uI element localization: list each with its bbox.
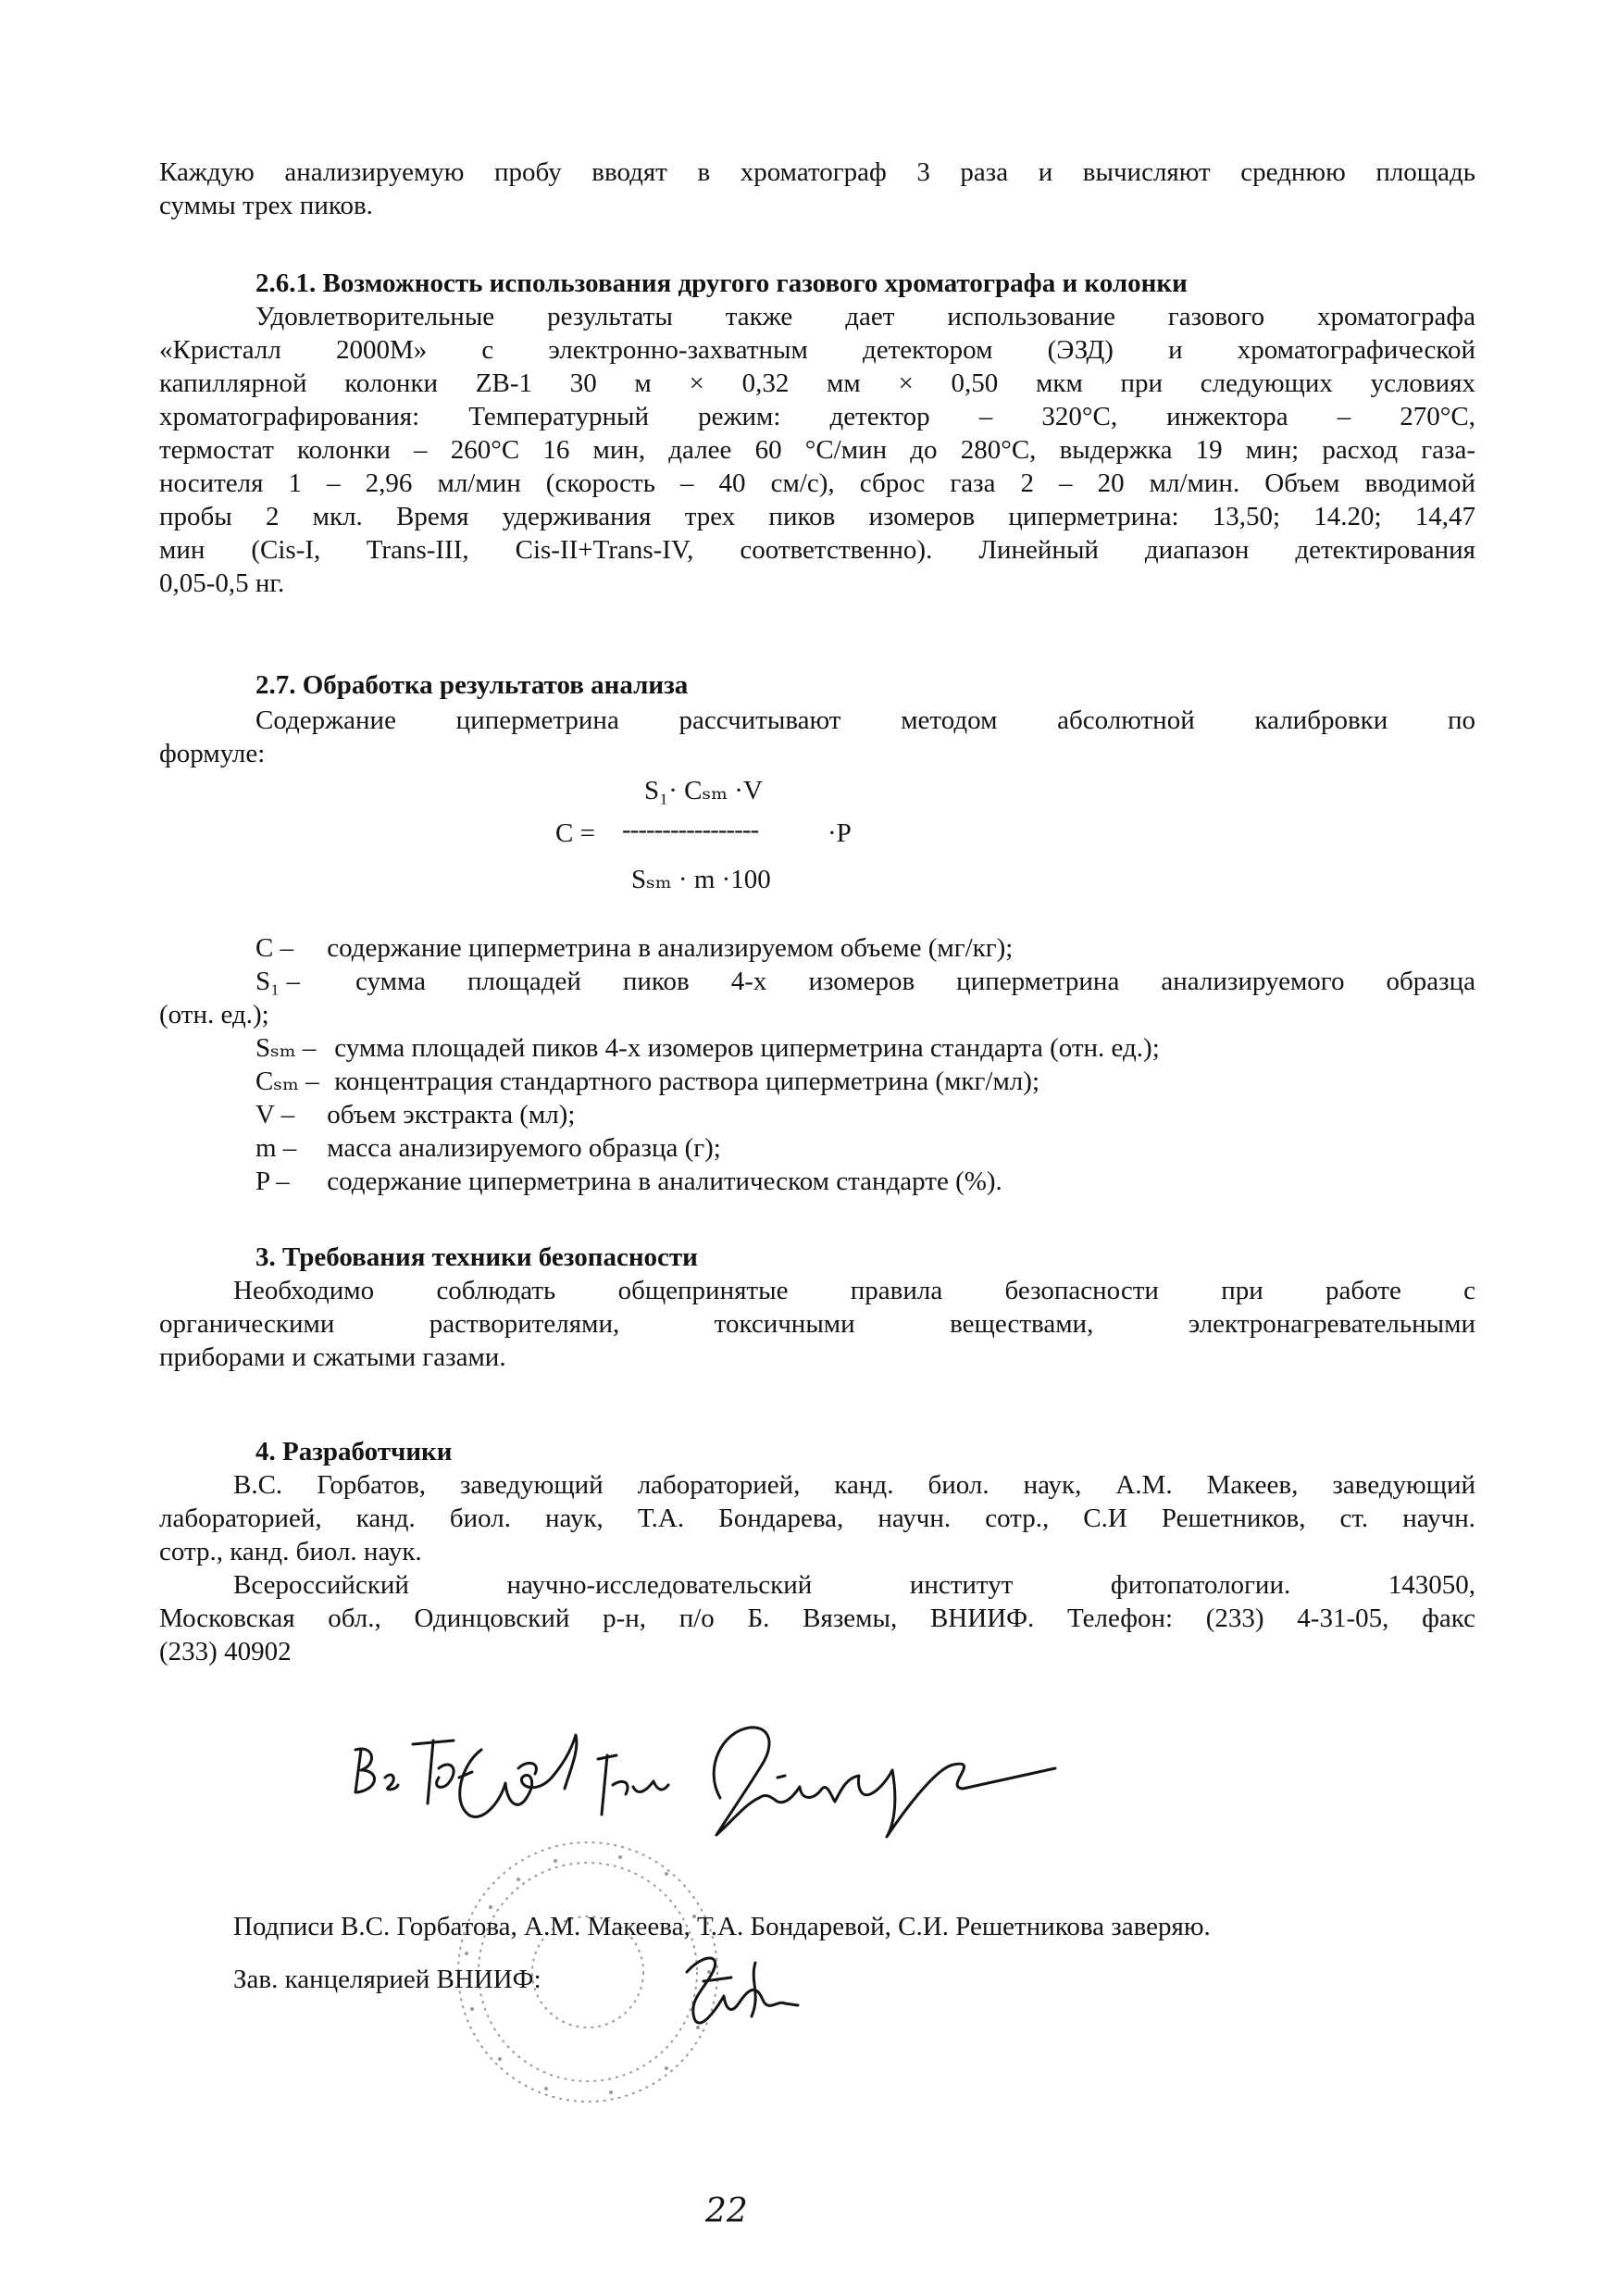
- definition-symbol: Cₛₘ –: [255, 1067, 319, 1096]
- definition-text: объем экстракта (мл);: [327, 1100, 576, 1129]
- paragraph-line: носителя 1 – 2,96 мл/мин (скорость – 40 см/с), сброс газа 2 – 20 мл/мин. Объем вводимой: [159, 468, 1475, 498]
- section-2-7-paragraph: [159, 704, 1475, 770]
- section-3-heading: 3. Требования техники безопасности: [255, 1242, 698, 1272]
- paragraph-line: Необходимо соблюдать общепринятые правила безопасности при работе с: [233, 1276, 1475, 1305]
- section-4-heading: 4. Разработчики: [255, 1437, 453, 1466]
- definition-text: содержание циперметрина в аналитическом стандарте (%).: [327, 1167, 1002, 1196]
- section-2-6-1-paragraph: [159, 300, 1475, 600]
- calibration-formula: [555, 774, 926, 913]
- handwritten-signatures: [342, 1713, 1296, 1842]
- office-head-label: Зав. канцелярией ВНИИФ:: [233, 1965, 541, 1994]
- paragraph-line: лабораторией, канд. биол. наук, Т.А. Бондарева, научн. сотр., С.И Решетников, ст. научн.: [159, 1504, 1475, 1533]
- section-2-6-1-heading: 2.6.1. Возможность использования другого газового хроматографа и колонки: [255, 268, 1188, 298]
- paragraph-line: сотр., канд. биол. наук.: [159, 1537, 422, 1566]
- intro-line-1: Каждую анализируемую пробу вводят в хроматограф 3 раза и вычисляют среднюю площадь: [159, 157, 1475, 187]
- formula-denominator: Sₛₘ · m ·100: [631, 865, 771, 894]
- section-3-paragraph: [159, 1274, 1475, 1374]
- intro-paragraph: [159, 156, 1475, 222]
- definition-text: концентрация стандартного раствора циперметрина (мкг/мл);: [334, 1067, 1039, 1096]
- paragraph-line: Всероссийский научно-исследовательский институт фитопатологии. 143050,: [233, 1570, 1475, 1600]
- paragraph-line: (233) 40902: [159, 1637, 292, 1666]
- paragraph-line: Содержание циперметрина рассчитывают методом абсолютной калибровки по: [255, 705, 1475, 735]
- definition-symbol: P –: [255, 1167, 290, 1196]
- signature-reshetnikov: [714, 1728, 1055, 1837]
- definition-ccm: [255, 1065, 1039, 1098]
- paragraph-line: «Кристалл 2000М» с электронно-захватным детектором (ЭЗД) и хроматографической: [159, 335, 1475, 365]
- definition-symbol: S₁ –: [255, 967, 300, 996]
- paragraph-line: Удовлетворительные результаты также дает использование газового хроматографа: [255, 302, 1475, 331]
- paragraph-line: пробы 2 мкл. Время удерживания трех пиков изомеров циперметрина: 13,50; 14.20; 14,47: [159, 502, 1475, 531]
- definition-m: [255, 1131, 721, 1165]
- definition-c: [255, 931, 1013, 965]
- definition-v: [255, 1098, 575, 1131]
- formula-fraction-bar: -----------------: [622, 815, 759, 844]
- paragraph-line: мин (Cis-I, Trans-III, Cis-II+Trans-IV, соответственно). Линейный диапазон детектирования: [159, 535, 1475, 565]
- section-4-developers: [159, 1468, 1475, 1668]
- definition-scm: [255, 1031, 1160, 1065]
- paragraph-line: приборами и сжатыми газами.: [159, 1342, 506, 1372]
- paragraph-line: формуле:: [159, 739, 266, 768]
- paragraph-line: Московская обл., Одинцовский р-н, п/о Б. Вяземы, ВНИИФ. Телефон: (233) 4-31-05, факс: [159, 1603, 1475, 1633]
- definition-symbol: С –: [255, 933, 294, 963]
- formula-lhs: C =: [555, 818, 595, 848]
- definition-symbol: Sₛₘ –: [255, 1033, 317, 1063]
- paragraph-line: термостат колонки – 260°С 16 мин, далее 60 °С/мин до 280°С, выдержка 19 мин; расход газа-: [159, 435, 1475, 465]
- certification-line: Подписи В.С. Горбатова, А.М. Макеева, Т.А. Бондаревой, С.И. Решетникова заверяю.: [233, 1912, 1211, 1941]
- signature-gorbatov: [355, 1749, 398, 1792]
- signature-makeev: [460, 1735, 577, 1816]
- paragraph-line: капиллярной колонки ZB-1 30 м × 0,32 мм × 0,50 мкм при следующих условиях: [159, 368, 1475, 398]
- paragraph-line: В.С. Горбатов, заведующий лабораторией, канд. биол. наук, А.М. Макеев, заведующий: [233, 1470, 1475, 1500]
- definition-symbol: V –: [255, 1100, 295, 1129]
- formula-numerator: S₁· Cₛₘ ·V: [644, 776, 763, 805]
- definition-text: содержание циперметрина в анализируемом объеме (мг/кг);: [327, 933, 1014, 963]
- section-2-7-heading: 2.7. Обработка результатов анализа: [255, 670, 689, 700]
- definition-text: сумма площадей пиков 4-х изомеров циперметрина анализируемого образца: [355, 967, 1475, 996]
- definition-text: масса анализируемого образца (г);: [327, 1133, 721, 1163]
- paragraph-line: хроматографирования: Температурный режим: детектор – 320°С, инжектора – 270°С,: [159, 402, 1475, 431]
- definition-text: (отн. ед.);: [159, 1000, 269, 1029]
- definition-s1: [255, 965, 1475, 998]
- definition-text: сумма площадей пиков 4-х изомеров циперметрина стандарта (отн. ед.);: [334, 1033, 1160, 1063]
- paragraph-line: 0,05-0,5 нг.: [159, 568, 285, 598]
- intro-line-2: суммы трех пиков.: [159, 191, 373, 220]
- paragraph-line: органическими растворителями, токсичными веществами, электронагревательными: [159, 1309, 1475, 1339]
- formula-times-p: ·P: [828, 818, 852, 848]
- office-head-signature: [676, 1944, 805, 2046]
- definition-s1-cont: [159, 998, 269, 1031]
- page-number: 22: [705, 2192, 748, 2230]
- definition-p: [255, 1165, 1002, 1198]
- signature-bondareva: [598, 1755, 668, 1815]
- definition-symbol: m –: [255, 1133, 297, 1163]
